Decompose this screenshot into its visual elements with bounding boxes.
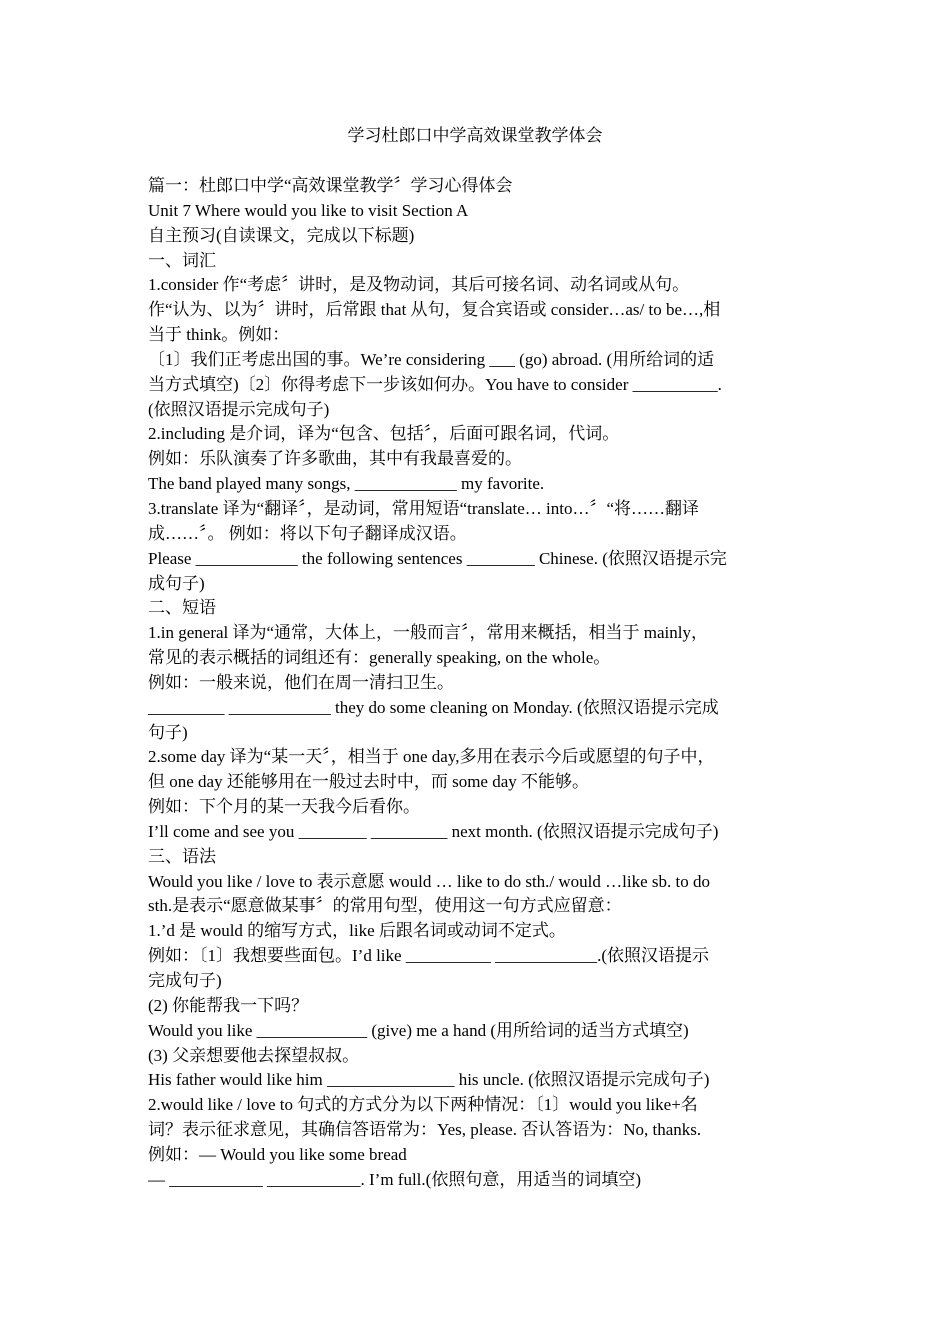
body-line: 篇一：杜郎口中学“高效课堂教学〞学习心得体会	[148, 176, 513, 195]
body-line: 三、语法	[148, 846, 216, 866]
body-line: 自主预习(自读课文，完成以下标题)	[148, 225, 415, 245]
body-line: 例如：— Would you like some bread	[148, 1144, 407, 1164]
body-line: 3.translate 译为“翻译〞，是动词，常用短语“translate… into…〞“将……翻译	[148, 498, 699, 518]
body-line: 1.consider 作“考虑〞讲时，是及物动词，其后可接名词、动名词或从句。	[148, 275, 690, 295]
body-line: I’ll come and see you ________ _________ next month. (依照汉语提示完成句子)	[148, 821, 719, 841]
body-line: (依照汉语提示完成句子)	[148, 399, 330, 419]
body-line: 例如：下个月的某一天我今后看你。	[148, 797, 420, 817]
body-line: 2.some day 译为“某一天〞，相当于 one day,多用在表示今后或愿望的句子中，	[148, 747, 715, 767]
body-line: 词？表示征求意见，其确信答语常为：Yes, please. 否认答语为：No, thanks.	[148, 1120, 702, 1140]
body-line: 当于 think。例如：	[148, 325, 290, 345]
body-line: His father would like him _______________ his uncle. (依照汉语提示完成句子)	[148, 1070, 710, 1090]
body-line: 作“认为、以为〞讲时，后常跟 that 从句，复合宾语或 consider…as/ to be…,相	[148, 300, 721, 320]
body-line: 例如：一般来说，他们在周一清扫卫生。	[148, 672, 454, 692]
document-title: 学习杜郎口中学高效课堂教学体会	[347, 126, 603, 146]
body-line: (2) 你能帮我一下吗？	[148, 995, 309, 1015]
document-body	[148, 174, 808, 1193]
body-line: sth.是表示“愿意做某事〞的常用句型，使用这一句方式应留意：	[148, 896, 622, 916]
body-line: 但 one day 还能够用在一般过去时中，而 some day 不能够。	[148, 772, 590, 792]
body-line: 2.would like / love to 句式的方式分为以下两种情况：〔1〕would you like+名	[148, 1095, 698, 1115]
body-line: 1.’d 是 would 的缩写方式，like 后跟名词或动词不定式。	[148, 921, 566, 941]
body-line: (3) 父亲想要他去探望叔叔。	[148, 1045, 360, 1065]
body-line: 例如：〔1〕我想要些面包。I’d like __________ ____________.(依照汉语提示	[148, 946, 709, 966]
body-line: 成……〞。 例如：将以下句子翻译成汉语。	[148, 523, 467, 543]
body-line: Would you like / love to 表示意愿 would … like to do sth./ would …like sb. to do	[148, 871, 710, 891]
body-line: 例如：乐队演奏了许多歌曲，其中有我最喜爱的。	[148, 449, 522, 469]
body-line: — ___________ ___________. I’m full.(依照句意，用适当的词填空)	[148, 1169, 641, 1189]
body-line: 常见的表示概括的词组还有：generally speaking, on the whole。	[148, 648, 611, 668]
body-line: 一、词汇	[148, 250, 216, 270]
body-line: 1.in general 译为“通常，大体上，一般而言〞，常用来概括，相当于 mainly，	[148, 623, 709, 643]
body-line: 〔1〕我们正考虑出国的事。We’re considering ___ (go) abroad. (用所给词的适	[148, 349, 715, 369]
body-line: Unit 7 Where would you like to visit Section A	[148, 200, 469, 220]
body-line: The band played many songs, ____________ my favorite.	[148, 474, 545, 494]
body-line: 成句子)	[148, 573, 205, 593]
body-line: Please ____________ the following sentences ________ Chinese. (依照汉语提示完	[148, 548, 727, 568]
body-line: 二、短语	[148, 598, 216, 618]
body-line: 句子)	[148, 722, 188, 742]
body-line: Would you like _____________ (give) me a hand (用所给词的适当方式填空)	[148, 1020, 689, 1040]
body-line: _________ ____________ they do some cleaning on Monday. (依照汉语提示完成	[148, 697, 719, 717]
body-line: 完成句子)	[148, 971, 222, 990]
body-line: 2.including 是介词，译为“包含、包括〞，后面可跟名词，代词。	[148, 424, 620, 444]
body-line: 当方式填空)〔2〕你得考虑下一步该如何办。You have to consider __________.	[148, 374, 722, 394]
